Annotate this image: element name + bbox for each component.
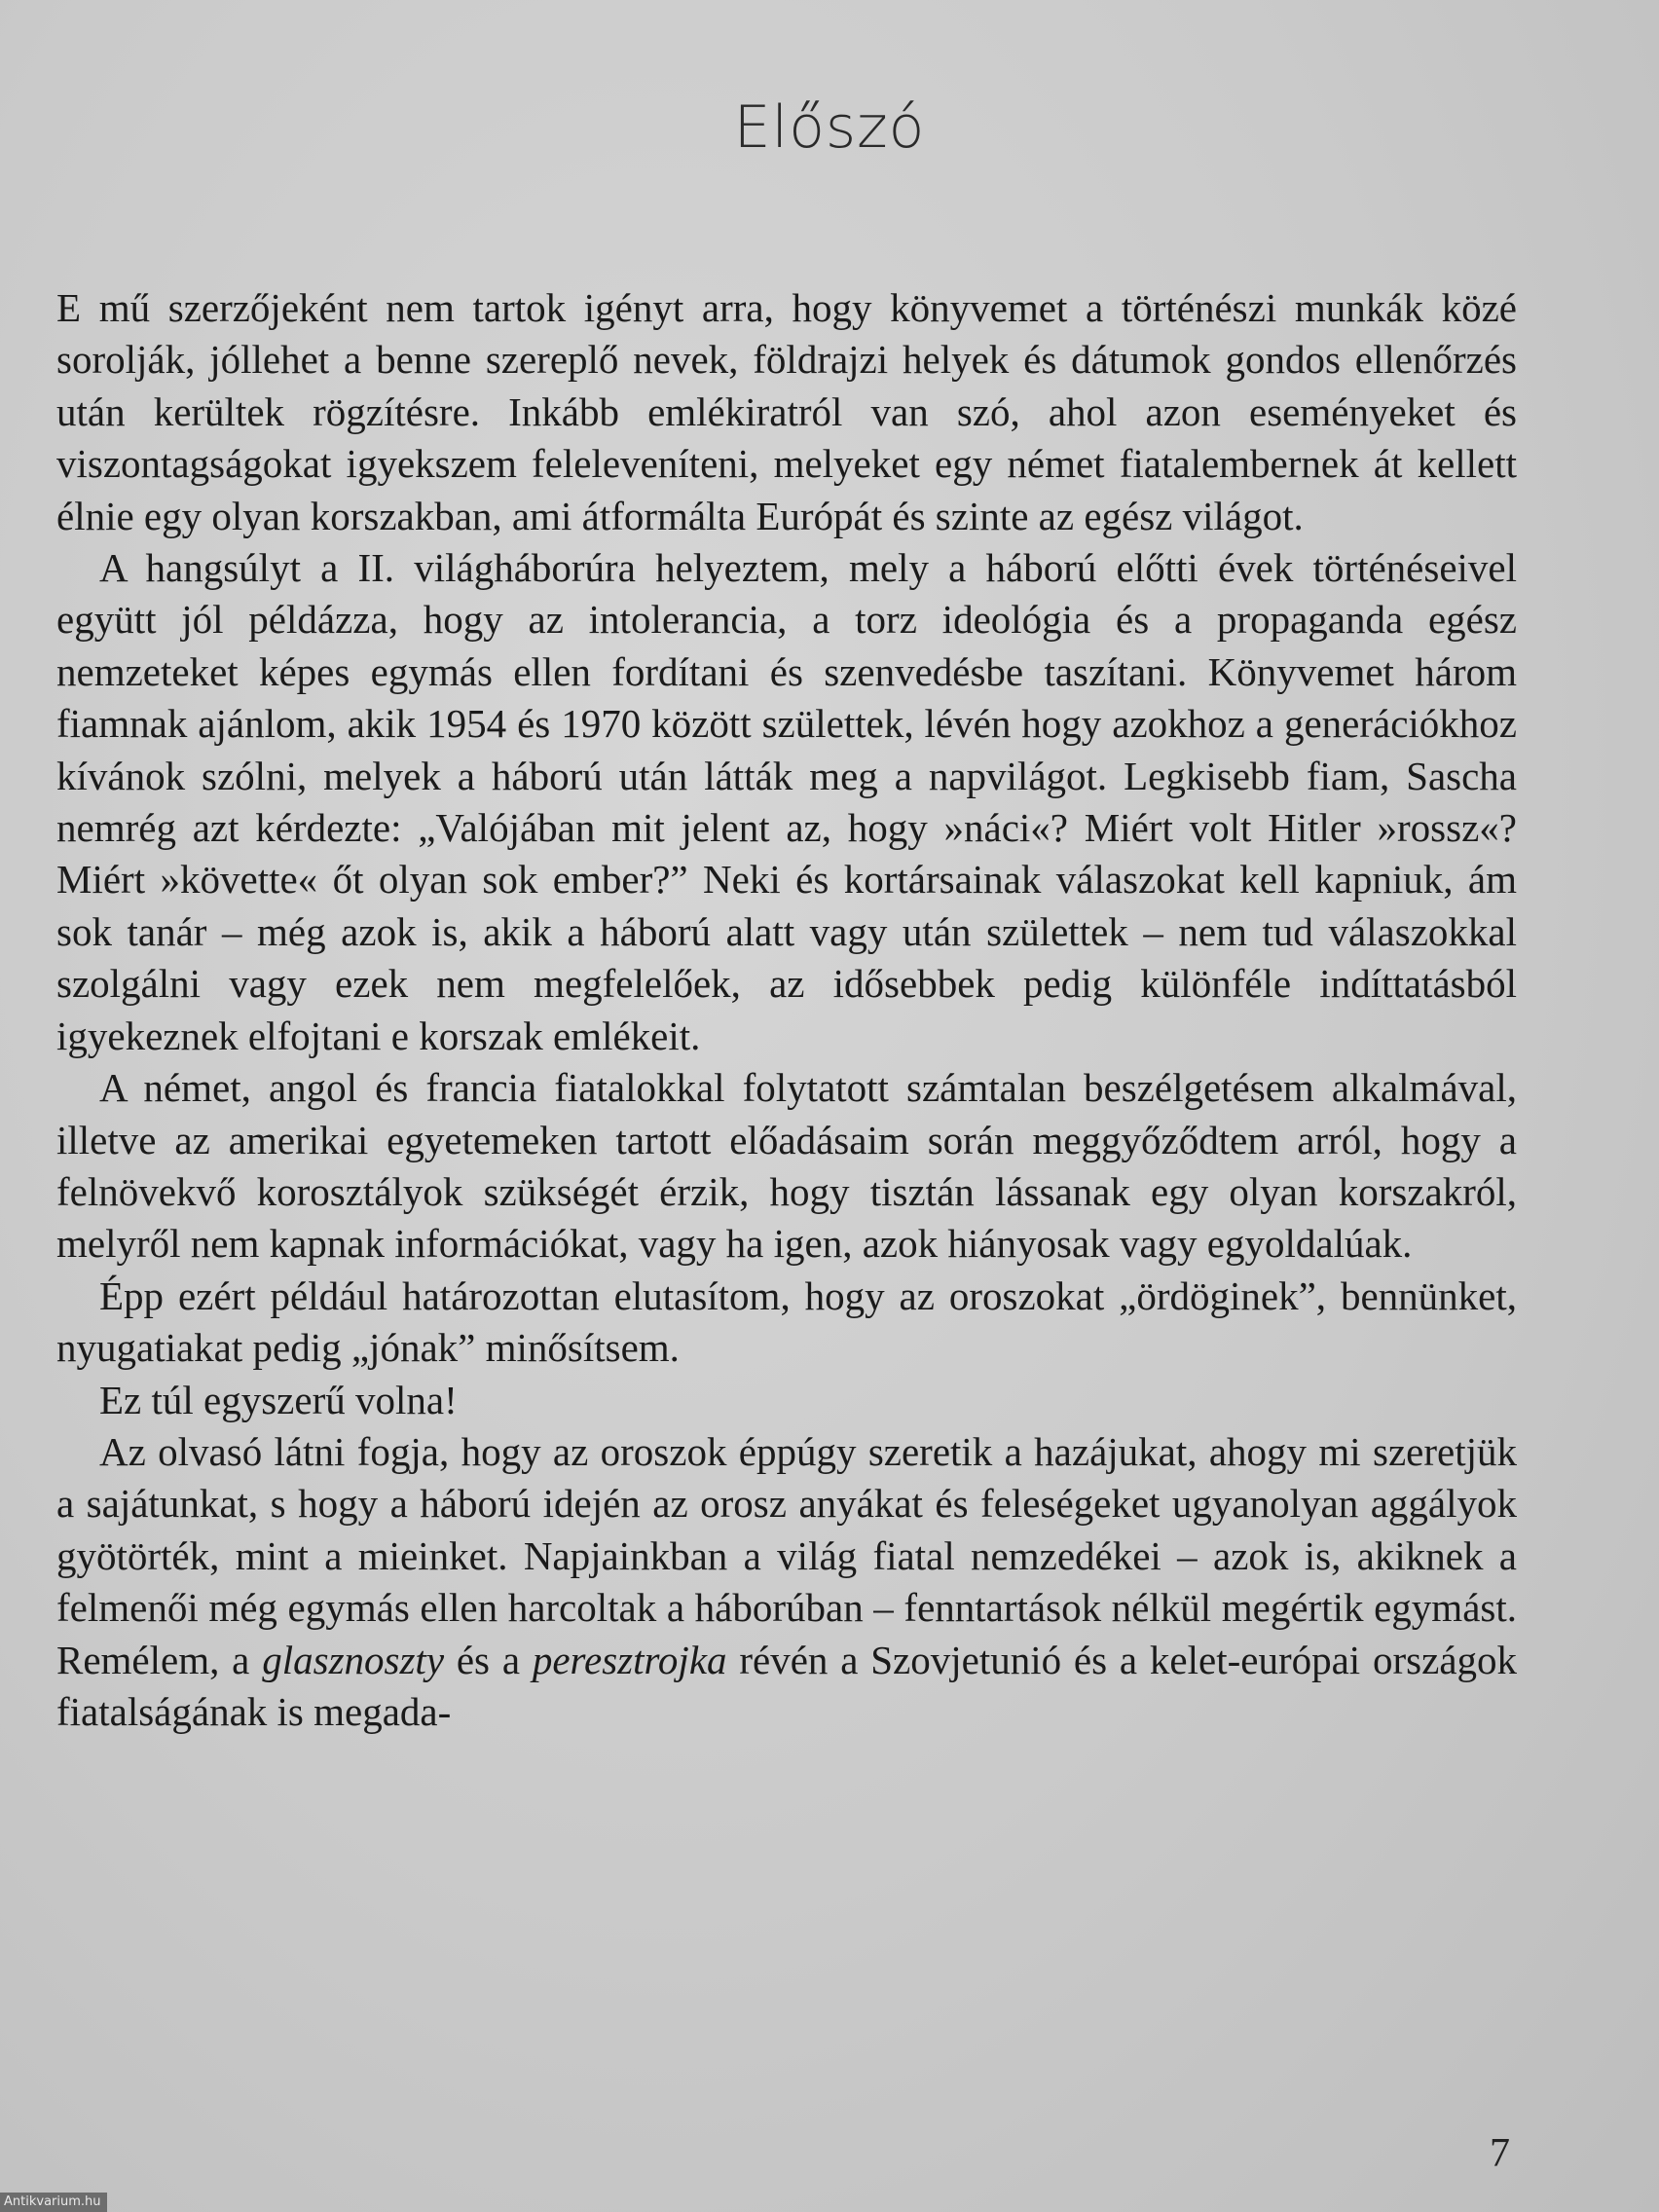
paragraph: E mű szerzőjeként nem tartok igényt arra, hogy könyvemet a történészi munkák közé sorolják, jóllehet a benne szereplő nevek, földrajzi helyek és dátumok gondos ellenőrzés után kerültek rögzítésre. Inkább emlékiratról van szó, ahol azon eseményeket és viszontagságokat igyekszem feleleveníteni, melyeket egy német fiatalembernek át kellett élnie egy olyan korszakban, ami átformálta Európát és szinte az egész világot.	[56, 285, 1517, 538]
paragraph: Ez túl egyszerű volna!	[99, 1377, 458, 1422]
paragraph: Épp ezért például határozottan elutasítom, hogy az oroszokat „ördöginek”, bennünket, nyugatiakat pedig „jónak” minősítsem.	[56, 1272, 1517, 1371]
italic-term-glasznoszty: glasznoszty	[262, 1637, 445, 1682]
body-text	[56, 282, 1517, 1738]
paragraph-text: révén a Szovjetunió és a kelet-európai országok fiatalságának is megada-	[56, 1637, 1518, 1734]
paragraph-text: és a	[444, 1637, 533, 1682]
paragraph: A német, angol és francia fiatalokkal folytatott számtalan beszélgetésem alkalmával, illetve az amerikai egyetemeken tartott előadásaim során meggyőződtem arról, hogy a felnövekvő korosztályok szükségét érzik, hogy tisztán lássanak egy olyan korszakról, melyről nem kapnak információkat, vagy ha igen, azok hiányosak vagy egyoldalúak.	[56, 1065, 1517, 1267]
watermark: Antikvarium.hu	[0, 2193, 107, 2212]
page-number: 7	[1490, 2131, 1510, 2176]
paragraph: A hangsúlyt a II. világháborúra helyeztem, mely a háború előtti évek történéseivel együtt jól példázza, hogy az intolerancia, a torz ideológia és a propaganda egész nemzeteket képes egymás ellen fordítani és szenvedésbe taszítani. Könyvemet három fiamnak ajánlom, akik 1954 és 1970 között születtek, lévén hogy azokhoz a generációkhoz kívánok szólni, melyek a háború után látták meg a napvilágot. Legkisebb fiam, Sascha nemrég azt kérdezte: „Valójában mit jelent az, hogy »náci«? Miért volt Hitler »rossz«? Miért »követte« őt olyan sok ember?” Neki és kortársainak válaszokat kell kapniuk, ám sok tanár – még azok is, akik a háború alatt vagy után születtek – nem tud válaszokkal szolgálni vagy ezek nem megfelelőek, az idősebbek pedig különféle indíttatásból igyekeznek elfojtani e korszak emlékeit.	[56, 545, 1517, 1058]
paragraph-text: Az olvasó látni fogja, hogy az oroszok éppúgy szeretik a hazájukat, ahogy mi szeretjük a sajátunkat, s hogy a háború idején az orosz anyákat és feleségeket ugyanolyan aggályok gyötörték, mint a mieinket. Napjainkban a világ fiatal nemzedékei – azok is, akiknek a felmenői még egymás ellen harcoltak a háborúban – fenntartások nélkül megértik egymást. Remélem, a	[56, 1428, 1517, 1682]
paragraph	[56, 1426, 1517, 1738]
page-title: Előszó	[733, 93, 926, 162]
italic-term-peresztrojka: peresztrojka	[532, 1637, 727, 1682]
